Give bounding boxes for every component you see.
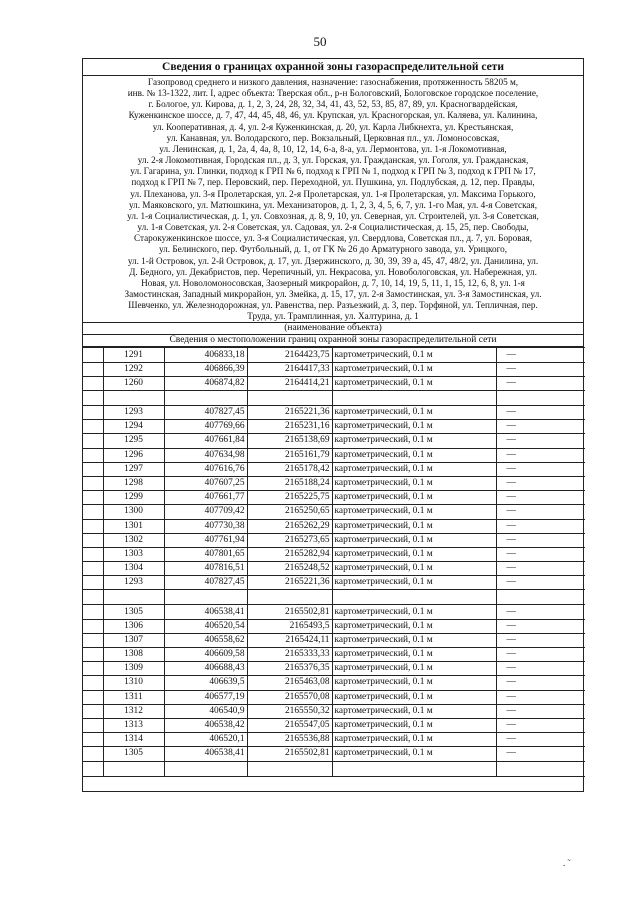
row-marker-cell xyxy=(83,562,103,576)
table-row xyxy=(83,605,585,619)
row-marker-cell xyxy=(83,633,103,647)
description-line: инв. № 13-1322, лит. I, адрес объекта: Тверская обл., р-н Бологовский, Бологовское городское поселение, xyxy=(127,88,539,99)
description-line: Шевченко, ул. Железнодорожная, ул. Равенства, пер. Разъезжий, д. 3, пер. Торфяной, ул. Тепличная, пер. xyxy=(128,300,538,311)
note-cell: — xyxy=(496,576,585,590)
row-marker-cell xyxy=(83,362,103,376)
table-row xyxy=(83,676,585,690)
table-row xyxy=(83,690,585,704)
point-number-cell: 1294 xyxy=(103,420,164,434)
y-coordinate-cell: 2165262,29 xyxy=(247,519,332,533)
note-cell: — xyxy=(496,406,585,420)
table-row xyxy=(83,562,585,576)
table-row xyxy=(83,648,585,662)
table-row xyxy=(83,704,585,718)
x-coordinate-cell xyxy=(164,761,247,776)
y-coordinate-cell xyxy=(247,761,332,776)
method-cell: картометрический, 0.1 м xyxy=(332,633,496,647)
table-row xyxy=(83,376,585,390)
row-marker-cell xyxy=(83,576,103,590)
note-cell xyxy=(496,391,585,406)
row-marker-cell xyxy=(83,491,103,505)
method-cell: картометрический, 0.1 м xyxy=(332,491,496,505)
note-cell: — xyxy=(496,533,585,547)
y-coordinate-cell: 2165225,75 xyxy=(247,491,332,505)
table-row xyxy=(83,420,585,434)
method-cell: картометрический, 0.1 м xyxy=(332,519,496,533)
y-coordinate-cell: 2164423,75 xyxy=(247,348,332,362)
description-line: ул. Плеханова, ул. 3-я Пролетарская, ул. 2-я Пролетарская, ул. 1-я Пролетарская, ул. Максима Горького, xyxy=(130,188,536,199)
point-number-cell: 1305 xyxy=(103,747,164,761)
row-marker-cell xyxy=(83,733,103,747)
y-coordinate-cell: 2165493,5 xyxy=(247,619,332,633)
x-coordinate-cell: 406639,5 xyxy=(164,676,247,690)
y-coordinate-cell: 2165248,52 xyxy=(247,562,332,576)
method-cell: картометрический, 0.1 м xyxy=(332,505,496,519)
point-number-cell: 1291 xyxy=(103,348,164,362)
point-number-cell: 1300 xyxy=(103,505,164,519)
note-cell: — xyxy=(496,733,585,747)
note-cell: — xyxy=(496,704,585,718)
point-number-cell: 1314 xyxy=(103,733,164,747)
method-cell: картометрический, 0.1 м xyxy=(332,747,496,761)
method-cell: картометрический, 0.1 м xyxy=(332,718,496,732)
x-coordinate-cell: 407827,45 xyxy=(164,406,247,420)
object-description xyxy=(83,76,583,322)
table-row xyxy=(83,462,585,476)
page-number: 50 xyxy=(313,34,327,49)
note-cell: — xyxy=(496,619,585,633)
x-coordinate-cell: 407709,42 xyxy=(164,505,247,519)
note-cell: — xyxy=(496,505,585,519)
method-cell: картометрический, 0.1 м xyxy=(332,434,496,448)
table-footer-space xyxy=(83,777,583,791)
description-line: г. Бологое, ул. Кирова, д. 1, 2, 3, 24, 28, 32, 34, 41, 43, 52, 53, 85, 87, 89, ул. Красногвардейская, xyxy=(148,99,518,110)
row-marker-cell xyxy=(83,519,103,533)
method-cell: картометрический, 0.1 м xyxy=(332,533,496,547)
method-cell: картометрический, 0.1 м xyxy=(332,690,496,704)
row-marker-cell xyxy=(83,391,103,406)
row-marker-cell xyxy=(83,462,103,476)
table-row xyxy=(83,662,585,676)
note-cell xyxy=(496,590,585,605)
row-marker-cell xyxy=(83,448,103,462)
coordinates-table xyxy=(83,347,585,776)
blank-row xyxy=(83,761,585,776)
point-number-cell: 1292 xyxy=(103,362,164,376)
point-number-cell: 1303 xyxy=(103,547,164,561)
y-coordinate-cell: 2165188,24 xyxy=(247,476,332,490)
note-cell: — xyxy=(496,420,585,434)
y-coordinate-cell: 2165178,42 xyxy=(247,462,332,476)
row-marker-cell xyxy=(83,406,103,420)
x-coordinate-cell: 407730,38 xyxy=(164,519,247,533)
note-cell: — xyxy=(496,605,585,619)
method-cell: картометрический, 0.1 м xyxy=(332,348,496,362)
y-coordinate-cell: 2164414,21 xyxy=(247,376,332,390)
x-coordinate-cell: 406833,18 xyxy=(164,348,247,362)
table-row xyxy=(83,633,585,647)
x-coordinate-cell: 407607,25 xyxy=(164,476,247,490)
x-coordinate-cell: 406520,1 xyxy=(164,733,247,747)
y-coordinate-cell xyxy=(247,590,332,605)
description-line: Замостинская, Западный микрорайон, ул. Змейка, д. 15, 17, ул. 2-я Замостинская, ул. 3-я Замостинская, ул. xyxy=(124,288,542,299)
row-marker-cell xyxy=(83,704,103,718)
point-number-cell: 1302 xyxy=(103,533,164,547)
x-coordinate-cell: 406866,39 xyxy=(164,362,247,376)
description-line: ул. Белинского, пер. Футбольный, д. 1, от ГК № 26 до Арматурного завода, ул. Урицкого, xyxy=(158,244,508,255)
row-marker-cell xyxy=(83,676,103,690)
description-line: Новая, ул. Новоломоносовская, Заозерный микрорайон, д. 7, 10, 14, 19, 5, 11, 1, 15, 12, 6, 8, ул. 1-я xyxy=(141,277,525,288)
table-row xyxy=(83,747,585,761)
description-line: Газопровод среднего и низкого давления, назначение: газоснабжения, протяженность 58205 м, xyxy=(147,77,519,87)
method-cell: картометрический, 0.1 м xyxy=(332,476,496,490)
point-number-cell: 1312 xyxy=(103,704,164,718)
y-coordinate-cell: 2165536,88 xyxy=(247,733,332,747)
x-coordinate-cell: 406688,43 xyxy=(164,662,247,676)
note-cell: — xyxy=(496,690,585,704)
table-row xyxy=(83,434,585,448)
note-cell: — xyxy=(496,747,585,761)
y-coordinate-cell: 2165463,08 xyxy=(247,676,332,690)
method-cell: картометрический, 0.1 м xyxy=(332,420,496,434)
row-marker-cell xyxy=(83,348,103,362)
method-cell: картометрический, 0.1 м xyxy=(332,605,496,619)
description-line: Д. Бедного, ул. Декабристов, пер. Черепичный, ул. Некрасова, ул. Новобологовская, ул. Набережная, ул. xyxy=(129,266,537,277)
note-cell: — xyxy=(496,633,585,647)
row-marker-cell xyxy=(83,434,103,448)
table-row xyxy=(83,533,585,547)
method-cell: картометрический, 0.1 м xyxy=(332,704,496,718)
description-line: ул. Канавная, ул. Володарского, пер. Вокзальный, Церковная пл., ул. Ломоносовская, xyxy=(166,132,500,143)
method-cell: картометрический, 0.1 м xyxy=(332,448,496,462)
method-cell xyxy=(332,761,496,776)
table-row xyxy=(83,547,585,561)
row-marker-cell xyxy=(83,605,103,619)
row-marker-cell xyxy=(83,761,103,776)
x-coordinate-cell: 406609,58 xyxy=(164,648,247,662)
row-marker-cell xyxy=(83,718,103,732)
note-cell: — xyxy=(496,491,585,505)
method-cell: картометрический, 0.1 м xyxy=(332,648,496,662)
x-coordinate-cell: 407661,84 xyxy=(164,434,247,448)
x-coordinate-cell xyxy=(164,590,247,605)
y-coordinate-cell: 2165547,05 xyxy=(247,718,332,732)
point-number-cell: 1260 xyxy=(103,376,164,390)
note-cell: — xyxy=(496,547,585,561)
point-number-cell: 1293 xyxy=(103,406,164,420)
point-number-cell: 1307 xyxy=(103,633,164,647)
x-coordinate-cell: 407801,65 xyxy=(164,547,247,561)
description-line: Труда, ул. Трамплинная, ул. Халтурина, д. 1 xyxy=(247,311,419,322)
table-row xyxy=(83,619,585,633)
y-coordinate-cell: 2165333,33 xyxy=(247,648,332,662)
method-cell: картометрический, 0.1 м xyxy=(332,576,496,590)
point-number-cell: 1296 xyxy=(103,448,164,462)
note-cell: — xyxy=(496,434,585,448)
point-number-cell: 1299 xyxy=(103,491,164,505)
y-coordinate-cell xyxy=(247,391,332,406)
description-line: Старокуженкинское шоссе, ул. 3-я Социалистическая, ул. Свердлова, Советская пл., д. 7, ул. Боровая, xyxy=(133,233,533,244)
location-section-header: Сведения о местоположении границ охранной зоны газораспределительной сети xyxy=(83,335,583,347)
x-coordinate-cell: 406538,41 xyxy=(164,605,247,619)
object-name-caption: (наименование объекта) xyxy=(83,322,583,335)
note-cell: — xyxy=(496,376,585,390)
point-number-cell: 1301 xyxy=(103,519,164,533)
point-number-cell: 1308 xyxy=(103,648,164,662)
note-cell: — xyxy=(496,476,585,490)
note-cell: — xyxy=(496,462,585,476)
description-line: ул. 2-я Локомотивная, Городская пл., д. 3, ул. Горская, ул. Гражданская, ул. Гоголя, ул. Гражданская, xyxy=(137,155,529,166)
row-marker-cell xyxy=(83,747,103,761)
row-marker-cell xyxy=(83,690,103,704)
note-cell: — xyxy=(496,648,585,662)
x-coordinate-cell xyxy=(164,391,247,406)
y-coordinate-cell: 2165273,65 xyxy=(247,533,332,547)
point-number-cell: 1313 xyxy=(103,718,164,732)
table-row xyxy=(83,576,585,590)
note-cell xyxy=(496,761,585,776)
row-marker-cell xyxy=(83,476,103,490)
table-row xyxy=(83,448,585,462)
table-row xyxy=(83,348,585,362)
y-coordinate-cell: 2165161,79 xyxy=(247,448,332,462)
point-number-cell: 1297 xyxy=(103,462,164,476)
x-coordinate-cell: 406540,9 xyxy=(164,704,247,718)
y-coordinate-cell: 2165550,32 xyxy=(247,704,332,718)
x-coordinate-cell: 406577,19 xyxy=(164,690,247,704)
row-marker-cell xyxy=(83,648,103,662)
zone-boundary-table xyxy=(82,58,584,792)
point-number-cell: 1295 xyxy=(103,434,164,448)
description-line: ул. 1-я Советская, ул. 2-я Советская, ул. Садовая, ул. 2-я Социалистическая, д. 15, 25, пер. Свободы, xyxy=(137,222,529,233)
point-number-cell: 1306 xyxy=(103,619,164,633)
table-row xyxy=(83,406,585,420)
y-coordinate-cell: 2165502,81 xyxy=(247,605,332,619)
method-cell: картометрический, 0.1 м xyxy=(332,547,496,561)
row-marker-cell xyxy=(83,505,103,519)
method-cell: картометрический, 0.1 м xyxy=(332,676,496,690)
y-coordinate-cell: 2165138,69 xyxy=(247,434,332,448)
x-coordinate-cell: 406558,62 xyxy=(164,633,247,647)
method-cell: картометрический, 0.1 м xyxy=(332,619,496,633)
x-coordinate-cell: 407816,51 xyxy=(164,562,247,576)
row-marker-cell xyxy=(83,420,103,434)
y-coordinate-cell: 2165424,11 xyxy=(247,633,332,647)
table-row xyxy=(83,733,585,747)
x-coordinate-cell: 407827,45 xyxy=(164,576,247,590)
description-line: ул. Маяковского, ул. Матюшкина, ул. Механизаторов, д. 1, 2, 3, 4, 5, 6, 7, ул. 1-го Мая, ул. 4-я Советская, xyxy=(128,199,538,210)
point-number-cell xyxy=(103,391,164,406)
point-number-cell: 1311 xyxy=(103,690,164,704)
point-number-cell: 1305 xyxy=(103,605,164,619)
y-coordinate-cell: 2165282,94 xyxy=(247,547,332,561)
point-number-cell: 1304 xyxy=(103,562,164,576)
note-cell: — xyxy=(496,662,585,676)
y-coordinate-cell: 2164417,33 xyxy=(247,362,332,376)
description-line: ул. Кооперативная, д. 4, ул. 2-я Куженкинская, д. 20, ул. Карла Либкнехта, ул. Крестьянская, xyxy=(152,121,514,132)
note-cell: — xyxy=(496,718,585,732)
method-cell: картометрический, 0.1 м xyxy=(332,376,496,390)
description-line: ул. Ленинская, д. 1, 2а, 4, 4а, 8, 10, 12, 14, 6-а, 8-а, ул. Лермонтова, ул. 1-я Локомотивная, xyxy=(159,143,507,154)
row-marker-cell xyxy=(83,619,103,633)
description-line: Куженкинское шоссе, д. 7, 47, 44, 45, 48, 46, ул. Крупская, ул. Красногорская, ул. Каляева, ул. Калинина, xyxy=(128,110,538,121)
table-row xyxy=(83,491,585,505)
x-coordinate-cell: 407661,77 xyxy=(164,491,247,505)
point-number-cell: 1309 xyxy=(103,662,164,676)
y-coordinate-cell: 2165570,08 xyxy=(247,690,332,704)
row-marker-cell xyxy=(83,590,103,605)
method-cell: картометрический, 0.1 м xyxy=(332,662,496,676)
y-coordinate-cell: 2165221,36 xyxy=(247,576,332,590)
method-cell: картометрический, 0.1 м xyxy=(332,362,496,376)
row-marker-cell xyxy=(83,376,103,390)
table-row xyxy=(83,505,585,519)
method-cell: картометрический, 0.1 м xyxy=(332,462,496,476)
point-number-cell: 1293 xyxy=(103,576,164,590)
note-cell: — xyxy=(496,448,585,462)
row-marker-cell xyxy=(83,533,103,547)
y-coordinate-cell: 2165221,36 xyxy=(247,406,332,420)
x-coordinate-cell: 407616,76 xyxy=(164,462,247,476)
description-line: ул. 1-й Островок, ул. 2-й Островок, д. 17, ул. Дзержинского, д. 30, 39, 39 а, 45, 47, 48/2, ул. Данилина, ул. xyxy=(127,255,539,266)
y-coordinate-cell: 2165250,65 xyxy=(247,505,332,519)
row-marker-cell xyxy=(83,547,103,561)
note-cell: — xyxy=(496,676,585,690)
y-coordinate-cell: 2165231,16 xyxy=(247,420,332,434)
point-number-cell xyxy=(103,590,164,605)
x-coordinate-cell: 406538,42 xyxy=(164,718,247,732)
method-cell: картометрический, 0.1 м xyxy=(332,406,496,420)
table-row xyxy=(83,476,585,490)
row-marker-cell xyxy=(83,662,103,676)
description-line: подход к ГРП № 7, пер. Перовский, пер. Переходной, ул. Пушкина, ул. Подлубская, д. 12, пер. Правды, xyxy=(131,177,535,188)
point-number-cell: 1310 xyxy=(103,676,164,690)
point-number-cell: 1298 xyxy=(103,476,164,490)
method-cell: картометрический, 0.1 м xyxy=(332,733,496,747)
point-number-cell xyxy=(103,761,164,776)
table-row xyxy=(83,519,585,533)
x-coordinate-cell: 407769,66 xyxy=(164,420,247,434)
page-corner-mark: . ˜ xyxy=(563,858,571,868)
table-row xyxy=(83,362,585,376)
method-cell xyxy=(332,391,496,406)
note-cell: — xyxy=(496,362,585,376)
blank-row xyxy=(83,391,585,406)
x-coordinate-cell: 407761,94 xyxy=(164,533,247,547)
table-row xyxy=(83,718,585,732)
method-cell: картометрический, 0.1 м xyxy=(332,562,496,576)
x-coordinate-cell: 407634,98 xyxy=(164,448,247,462)
blank-row xyxy=(83,590,585,605)
x-coordinate-cell: 406874,82 xyxy=(164,376,247,390)
x-coordinate-cell: 406538,41 xyxy=(164,747,247,761)
note-cell: — xyxy=(496,519,585,533)
document-title: Сведения о границах охранной зоны газораспределительной сети xyxy=(83,59,583,76)
description-line: ул. 1-я Социалистическая, д. 1, ул. Совхозная, д. 8, 9, 10, ул. Северная, ул. Строителей, ул. 3-я Советская, xyxy=(127,210,539,221)
method-cell xyxy=(332,590,496,605)
description-line: ул. Гагарина, ул. Глинки, подход к ГРП № 6, подход к ГРП № 1, подход к ГРП № 3, подход к ГРП № 17, xyxy=(130,166,536,177)
note-cell: — xyxy=(496,562,585,576)
y-coordinate-cell: 2165502,81 xyxy=(247,747,332,761)
x-coordinate-cell: 406520,54 xyxy=(164,619,247,633)
y-coordinate-cell: 2165376,35 xyxy=(247,662,332,676)
note-cell: — xyxy=(496,348,585,362)
